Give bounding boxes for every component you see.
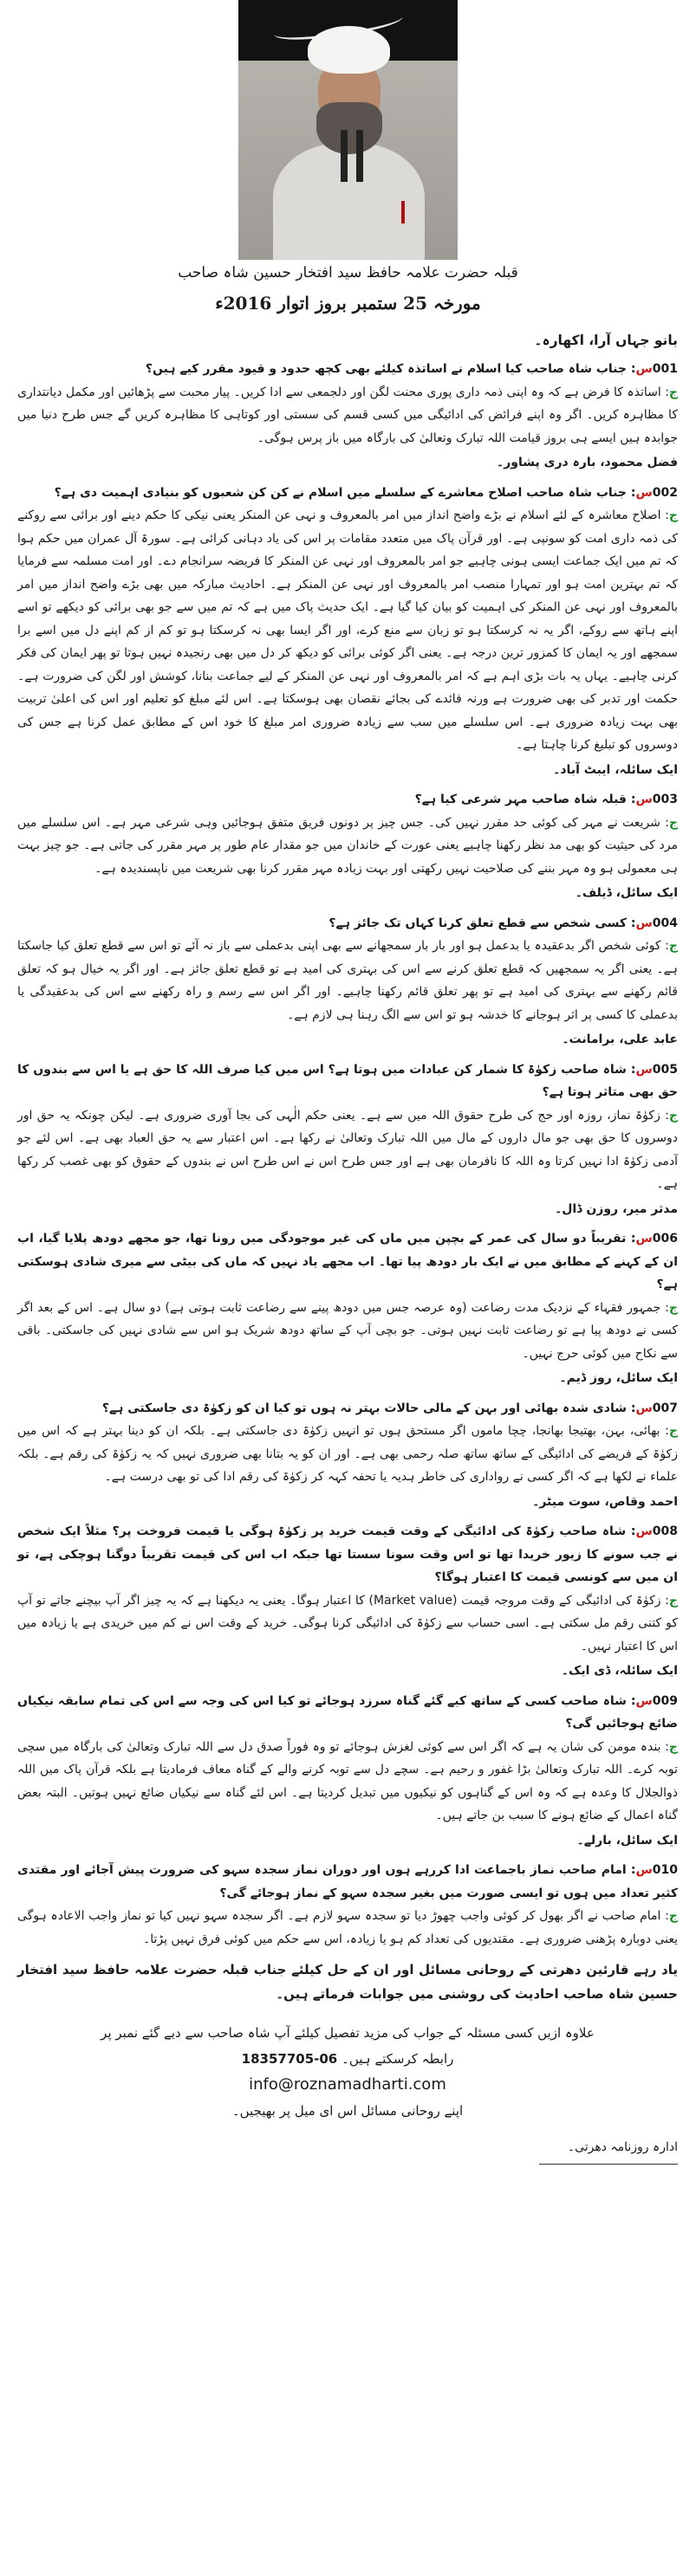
question-label: س bbox=[635, 1401, 653, 1415]
photo-date: مورخہ 25 ستمبر بروز اتوار 2016ء bbox=[215, 293, 481, 314]
question-text: : تقریباً دو سال کی عمر کے بچپن میں ماں کی غیر موجودگی میں رونا تھا، جو مجھے دودھ پلایا گیا، اب ان کے کہنے کے مطابق میں نے ایک بار دودھ پیا تھا۔ اب مجھے یاد نہیں کہ ماں کی بیٹی سے میری شادی ہوسکتی ہے؟ bbox=[17, 1232, 678, 1291]
answer-text: : امام صاحب نے اگر بھول کر کوئی واجب چھوڑ دیا تو سجدہ سہو لازم ہے۔ اگر سجدہ سہو نہیں کیا تو نماز واجب الاعادہ ہوگی یعنی دوبارہ پڑھنی ضروری ہے۔ مقتدیوں کی تعداد کم ہو یا زیادہ، اس سے حکم میں کوئی فرق نہیں پڑتا۔ bbox=[17, 1909, 678, 1946]
question-number: 003 bbox=[652, 793, 678, 806]
asker-name: ایک سائلہ، ڈی ایک۔ bbox=[561, 1664, 678, 1678]
answer-label: ج bbox=[668, 1108, 678, 1123]
question-number: 004 bbox=[652, 916, 678, 930]
qa-item bbox=[17, 788, 678, 905]
phone-number: 06-18357705 bbox=[241, 2051, 338, 2067]
scholar-photo bbox=[238, 0, 458, 260]
answer-text: : جمہور فقہاء کے نزدیک مدت رضاعت (وہ عرصہ جس میں دودھ پینے سے رضاعت ثابت ہوتی ہے) دو سال ہے۔ اس کے بعد اگر کسی نے دودھ پیا ہے تو رضاعت ثابت نہیں ہوتی۔ جو بچی آپ کے ساتھ دودھ شریک ہو اس سے شادی نہیں کی جاسکتی۔ باقی سے نکاح میں کوئی حرج نہیں۔ bbox=[17, 1300, 678, 1361]
answer-text: : اساتذہ کا فرض ہے کہ وہ اپنی ذمہ داری پوری محنت لگن اور دلجمعی سے ادا کریں۔ پیار محبت سے پڑھائیں اور مکمل دیانتداری کا مظاہرہ کریں۔ اگر وہ اپنے فرائض کی ادائیگی میں کسی قسم کی سستی اور کوتاہی کا مظاہرہ کریں گے جس طرح دنیا میں جوابدہ ہیں ایسے ہی بروز قیامت اللہ تبارک وتعالیٰ کی بارگاہ میں باز پرس ہوگی۔ bbox=[17, 385, 678, 445]
qa-column bbox=[17, 329, 678, 2165]
answer bbox=[17, 381, 678, 450]
question-label: س bbox=[635, 362, 653, 376]
qa-item bbox=[17, 1397, 678, 1514]
greeting: بانو جہاں آرا، اکھارہ۔ bbox=[534, 333, 678, 348]
qa-item bbox=[17, 482, 678, 782]
question bbox=[17, 1690, 678, 1736]
asker-name: ایک سائل، ڈیلف۔ bbox=[575, 886, 678, 900]
question-number: 010 bbox=[652, 1863, 678, 1877]
answer bbox=[17, 1104, 678, 1196]
answer-text: : زکوٰۃ نماز، روزہ اور حج کی طرح حقوق اللہ میں سے ہے۔ یعنی حکم الٰہی کی بجا آوری ضروری ہے۔ لیکن چونکہ یہ حق اور دوسروں کا حق بھی جو مال داروں کے مال میں اللہ تبارک وتعالیٰ نے رکھا ہے۔ اس اعتبار سے یہ حق العباد بھی ہے۔ اس لئے جو آدمی زکوٰۃ ادا نہیں کرتا وہ اللہ کا نافرمان بھی ہے اور جس طرح اس نے اس طرح اس نے بندوں کے حقوق کو بھی غصب کر رکھا ہے۔ bbox=[17, 1108, 678, 1191]
answer-label: ج bbox=[668, 1424, 678, 1438]
qa-item bbox=[17, 1859, 678, 1951]
question bbox=[17, 482, 678, 505]
asker-name: ایک سائلہ، ایبٹ آباد۔ bbox=[553, 762, 678, 777]
answer-label: ج bbox=[668, 385, 678, 399]
answer-label: ج bbox=[668, 1739, 678, 1754]
signature-line bbox=[539, 2164, 678, 2165]
qa-item bbox=[17, 1520, 678, 1683]
asker-name: احمد وقاص، سوت میٹر۔ bbox=[532, 1494, 678, 1509]
question bbox=[17, 1227, 678, 1297]
question bbox=[17, 788, 678, 812]
question-text: : شاہ صاحب زکوٰۃ کا شمار کن عبادات میں ہوتا ہے؟ اس میں کیا صرف اللہ کا حق ہے یا اس سے بندوں کا حق بھی متاثر ہوتا ہے؟ bbox=[17, 1062, 678, 1099]
question-number: 007 bbox=[652, 1401, 678, 1415]
asker-name: مدثر میر، روزن ڈال۔ bbox=[555, 1201, 678, 1216]
question-label: س bbox=[635, 793, 653, 806]
question-number: 001 bbox=[652, 362, 678, 376]
question-text: : امام صاحب نماز باجماعت ادا کررہے ہوں اور دوران نماز سجدہ سہو کی ضرورت پیش آجائے اور مقتدی کثیر تعداد میں ہوں تو ایسی صورت میں بغیر سجدہ سہو کے نماز ہوجائے گی؟ bbox=[17, 1863, 678, 1900]
email-address[interactable]: info@roznamadharti.com bbox=[249, 2075, 446, 2094]
footer-line-3: اپنے روحانی مسائل اس ای میل پر بھیجیں۔ bbox=[231, 2103, 464, 2119]
answer bbox=[17, 1736, 678, 1828]
question-label: س bbox=[635, 1232, 653, 1246]
question-number: 009 bbox=[652, 1693, 678, 1708]
answer-label: ج bbox=[668, 939, 678, 953]
question-label: س bbox=[635, 1863, 653, 1877]
question-label: س bbox=[635, 485, 653, 500]
qa-list bbox=[17, 358, 678, 1951]
answer-label: ج bbox=[668, 1593, 678, 1608]
answer-text: : بھائی، بہن، بھتیجا بھانجا، چچا ماموں اگر مستحق ہوں تو انہیں زکوٰۃ دی جاسکتی ہے۔ بلکہ ان کو دینا بہتر ہے کہ اس میں زکوٰۃ کے فریضے کی ادائیگی کے ساتھ ساتھ صلہ رحمی بھی ہے۔ اور ان کو یہ بتانا بھی ضروری نہیں کہ یہ زکوٰۃ کی رقم ہے۔ بلکہ علماء نے لکھا ہے کہ اگر کسی نے رواداری کی خاطر ہدیہ یا تحفہ کہہ کر زکوٰۃ کی رقم ادا کی تو بھی درست ہے۔ bbox=[17, 1424, 678, 1484]
question-text: : شادی شدہ بھائی اور بہن کے مالی حالات بہتر نہ ہوں تو کیا ان کو زکوٰۃ دی جاسکتی ہے؟ bbox=[101, 1401, 636, 1415]
answer-text: : اصلاح معاشرہ کے لئے اسلام نے بڑے واضح انداز میں امر بالمعروف و نہی عن المنکر یعنی نیکی کا حکم دینے اور برائی سے روکنے کی ذمہ داری امت کو سونپی ہے۔ اور قرآن پاک میں متعدد مقامات پر اس کی یاد دہانی کرائی ہے۔ سورۃ آل عمران میں حکم ہوا کہ تم میں ایک جماعت ایسی ہونی چاہیے جو امر بالمعروف اور نہی عن المنکر کا فریضہ سرانجام دے۔ اور امت مسلمہ سے فرمایا کہ تم بہترین امت ہو اور تمہارا منصب امر بالمعروف اور نہی عن المنکر ہے۔ احادیث مبارکہ میں بھی بڑے واضح انداز میں امر بالمعروف اور نہی عن المنکر کی اہمیت کو بیان کیا گیا ہے۔ ایک حدیث پاک میں ہے کہ تم میں سے جو بھی برائی کو دیکھے تو اسے اپنے ہاتھ سے روکے، اگر یہ نہ کرسکتا ہو تو زبان سے منع کرے، اور اگر ایسا بھی نہ کرسکتا ہو تو کم از کم اپنے دل میں اسے برا سمجھے اور یہ ایمان کا کمزور ترین درجہ ہے۔ یعنی اگر کوئی برائی کو دیکھ کر دل میں بھی رنجیدہ نہیں ہوتا تو پھر ایمان کی فکر کرنی چاہیے۔ یہاں یہ بات بڑی اہم ہے کہ امر بالمعروف اور نہی عن المنکر کے لیے جماعت بنانا، کوشش اور لگن کی ضرورت ہے۔ حکمت اور تدبر کی بھی ضرورت ہے ورنہ فائدے کی بجائے نقصان بھی ہوسکتا ہے۔ اس لئے مبلغ کو تعلیم اور اس کی اعلیٰ تربیت بھی بہت زیادہ ضروری ہے۔ اس سلسلے میں سب سے زیادہ ضروری امر مبلغ کا خود اس کے مطابق عمل کرنا ہے جس کی دوسروں کو تبلیغ کرنا چاہتا ہے۔ bbox=[17, 508, 678, 752]
answer bbox=[17, 935, 678, 1026]
question bbox=[17, 358, 678, 381]
question-label: س bbox=[635, 1524, 653, 1538]
question-label: س bbox=[635, 1062, 653, 1077]
question bbox=[17, 1058, 678, 1104]
question-text: : جناب شاہ صاحب اصلاح معاشرے کے سلسلے میں اسلام نے کن کن شعبوں کو بنیادی اہمیت دی ہے؟ bbox=[54, 485, 636, 500]
answer-label: ج bbox=[668, 815, 678, 830]
question-text: : کسی شخص سے قطع تعلق کرنا کہاں تک جائز ہے؟ bbox=[328, 916, 636, 930]
microphone-icon bbox=[356, 130, 363, 182]
qa-item bbox=[17, 1058, 678, 1221]
signature: ادارہ روزنامہ دھرتی۔ bbox=[567, 2140, 678, 2154]
question-number: 005 bbox=[652, 1062, 678, 1077]
question bbox=[17, 1397, 678, 1421]
footer-line-2 bbox=[17, 2046, 678, 2072]
qa-item bbox=[17, 1690, 678, 1853]
microphone-icon bbox=[341, 130, 348, 182]
question bbox=[17, 1859, 678, 1905]
photo-caption: قبلہ حضرت علامہ حافظ سید افتخار حسین شاہ صاحب bbox=[178, 264, 518, 282]
qa-item bbox=[17, 358, 678, 475]
asker-name: عابد علی، برامانت۔ bbox=[562, 1032, 678, 1046]
answer-label: ج bbox=[668, 1909, 678, 1923]
answer-text: : شریعت نے مہر کی کوئی حد مقرر نہیں کی۔ جس چیز پر دونوں فریق متفق ہوجائیں وہی شرعی مہر ہے۔ اس سلسلے میں مرد کی حیثیت کو بھی مد نظر رکھنا چاہیے یعنی عورت کے خاندان میں جو مقدار عام طور پر مہر مقرر کی جاتی ہے۔ جو چیز بہت ہی معمولی ہو وہ مہر بننے کی صلاحیت نہیں رکھتی اور بہت زیادہ مہر مقرر کرنا بھی شریعت میں ناپسندیدہ ہے۔ bbox=[17, 815, 678, 876]
question-text: : شاہ صاحب زکوٰۃ کی ادائیگی کے وقت قیمت خرید پر زکوٰۃ ہوگی یا قیمت فروخت پر؟ مثلاً ایک شخص نے جب سونے کا زیور خریدا تھا تو اس وقت سونا سستا تھا جبکہ اب اس کی قیمت تقریباً دوگنا ہوچکی ہے، تو ان میں سے کونسی قیمت کا اعتبار ہوگا؟ bbox=[17, 1524, 678, 1584]
photo-beard bbox=[316, 102, 382, 154]
answer-label: ج bbox=[668, 1300, 678, 1315]
question bbox=[17, 912, 678, 935]
footer bbox=[17, 2020, 678, 2165]
answer bbox=[17, 504, 678, 757]
answer bbox=[17, 1420, 678, 1489]
qa-item bbox=[17, 912, 678, 1052]
question-text: : شاہ صاحب کسی کے ساتھ کیے گئے گناہ سرزد ہوجائے تو کیا اس کی وجہ سے اس کی تمام سابقہ نیکیاں ضائع ہوجائیں گی؟ bbox=[17, 1693, 678, 1731]
closing-note: یاد رہے قارئین دھرتی کے روحانی مسائل اور ان کے حل کیلئے جناب قبلہ حضرت علامہ حافظ سید افتخار حسین شاہ صاحب احادیث کی روشنی میں جوابات فرماتے ہیں۔ bbox=[17, 1962, 678, 2002]
answer bbox=[17, 1589, 678, 1659]
question-text: : جناب شاہ صاحب کیا اسلام نے اساتذہ کیلئے بھی کچھ حدود و قیود مقرر کیے ہیں؟ bbox=[145, 362, 636, 376]
question bbox=[17, 1520, 678, 1589]
footer-line-2-text: رابطہ کرسکتے ہیں۔ bbox=[341, 2051, 454, 2067]
asker-name: فضل محمود، بارہ دری پشاور۔ bbox=[497, 456, 678, 469]
question-number: 006 bbox=[652, 1232, 678, 1246]
asker-name: ایک سائل، روز ڈیم۔ bbox=[559, 1371, 678, 1385]
question-number: 008 bbox=[652, 1524, 678, 1538]
asker-name: ایک سائل، بارلے۔ bbox=[576, 1833, 678, 1848]
question-text: : قبلہ شاہ صاحب مہر شرعی کیا ہے؟ bbox=[414, 793, 636, 806]
answer-text: : کوئی شخص اگر بدعقیدہ یا بدعمل ہو اور بار بار سمجھانے سے بھی اپنی بدعملی سے باز نہ آئے تو اس سے قطع تعلق کیا جاسکتا ہے۔ یعنی اگر یہ سمجھیں کہ قطع تعلق کرنے سے اس کی بہتری کی امید ہے تو قطع تعلق جائز ہے۔ اور اگر یہ خیال ہو کہ تعلق قائم رکھنے سے بہتری کی امید ہے تو پھر تعلق قائم رکھنا چاہیے۔ اور اگر اس سے رسم و راہ رکھنے سے اس کی بدعقیدگی یا بدعملی کا کسی پر اثر ہوجانے کا خدشہ ہو تو اس سے الگ رہنا ہی لازم ہے۔ bbox=[17, 939, 678, 1022]
answer-label: ج bbox=[668, 508, 678, 522]
answer bbox=[17, 812, 678, 881]
pen-icon bbox=[401, 201, 405, 223]
question-label: س bbox=[635, 916, 653, 930]
question-number: 002 bbox=[652, 485, 678, 500]
qa-item bbox=[17, 1227, 678, 1390]
question-label: س bbox=[635, 1693, 653, 1708]
answer bbox=[17, 1297, 678, 1366]
answer bbox=[17, 1905, 678, 1951]
footer-line-1: علاوہ ازیں کسی مسئلہ کے جواب کی مزید تفصیل کیلئے آپ شاہ صاحب سے دیے گئے نمبر پر bbox=[101, 2025, 595, 2041]
answer-text: : زکوٰۃ کی ادائیگی کے وقت مروجہ قیمت (Market value) کا اعتبار ہوگا۔ یعنی یہ دیکھنا ہے کہ یہ چیز اگر آپ بیچنے جاتے تو آپ کو کتنی رقم مل سکتی ہے۔ اسی حساب سے زکوٰۃ کی ادائیگی کرنا ہوگی۔ خرید کے وقت اس نے کم میں خریدی ہے یا زیادہ میں اس کا اعتبار نہیں۔ bbox=[17, 1593, 678, 1654]
photo-turban bbox=[308, 26, 390, 74]
answer-text: : بندہ مومن کی شان یہ ہے کہ اگر اس سے کوئی لغزش ہوجائے تو وہ فوراً صدق دل سے اللہ تبارک وتعالیٰ کی بارگاہ میں سچی توبہ کرے۔ اللہ تبارک وتعالیٰ بڑا غفور و رحیم ہے۔ سچے دل سے توبہ کرنے والے کے گناہ معاف فرمادیتا ہے بلکہ قرآن پاک میں اللہ ذوالجلال کا وعدہ ہے کہ وہ اس کے گناہوں کو نیکیوں میں تبدیل کردیتا ہے۔ اس لئے گناہ سے نیکیاں ضائع نہیں ہوتیں۔ البتہ بعض گناہ اعمال کے ضائع ہونے کا سبب بن جاتے ہیں۔ bbox=[17, 1739, 678, 1822]
